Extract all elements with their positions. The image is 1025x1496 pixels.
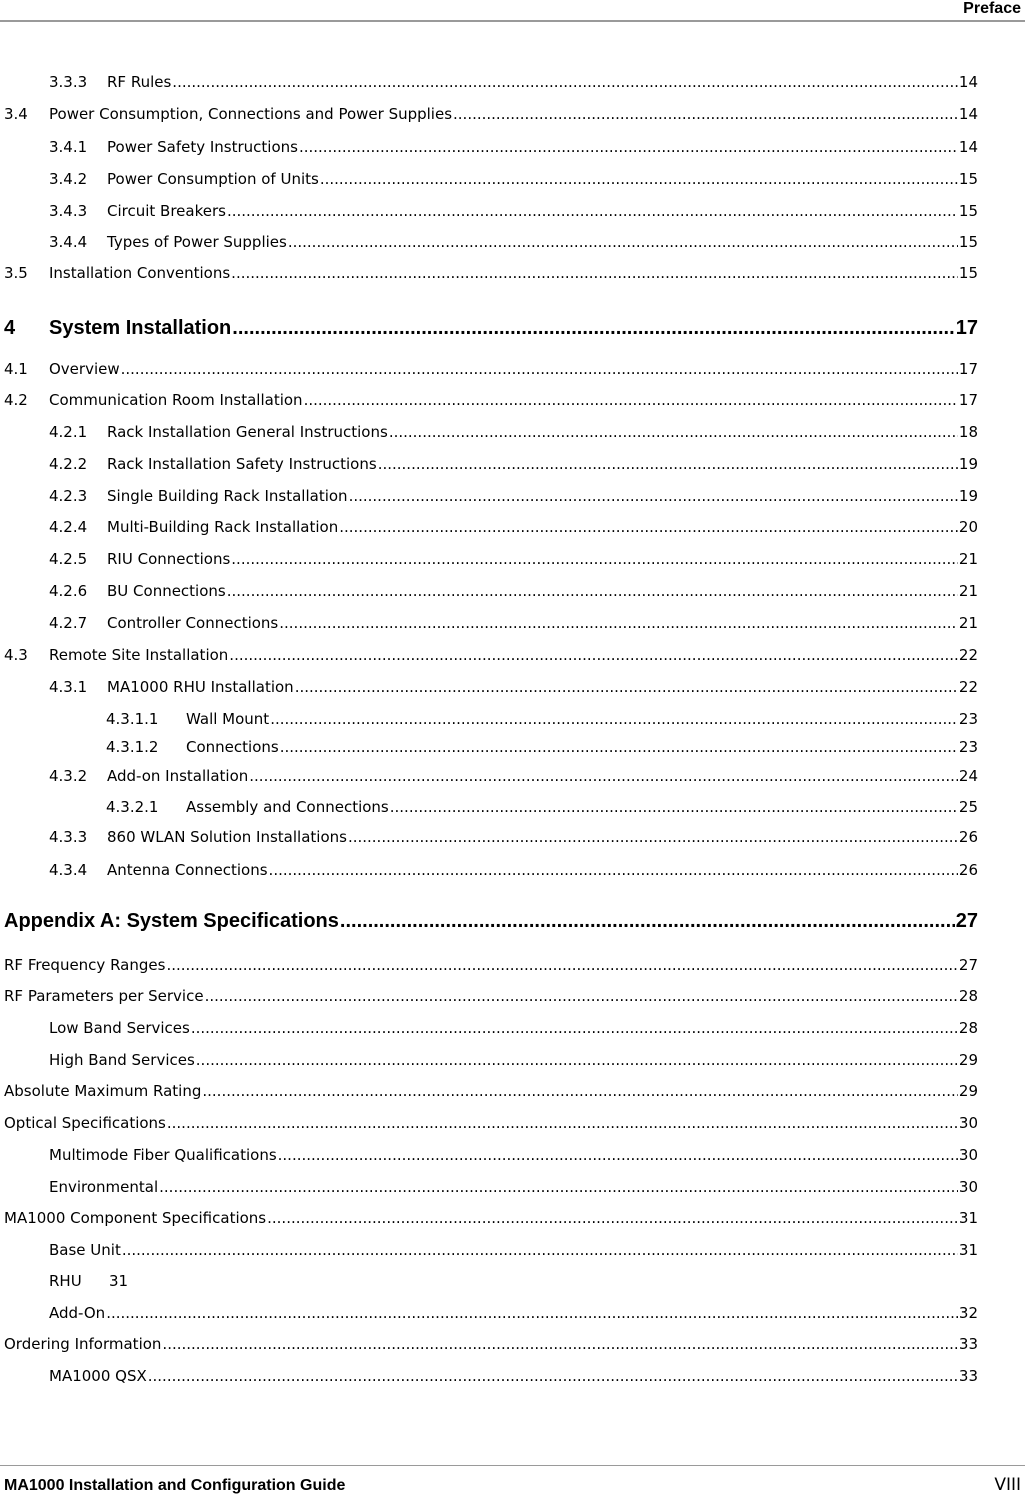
toc-dot-leader xyxy=(162,1335,957,1353)
toc-entry[interactable] xyxy=(49,73,978,91)
toc-entry-number: 4.2 xyxy=(4,391,28,409)
toc-entry[interactable] xyxy=(49,518,978,536)
toc-entry[interactable] xyxy=(4,317,978,340)
toc-entry-title: Power Safety Instructions xyxy=(107,138,298,156)
toc-entry-page: 21 xyxy=(958,550,978,568)
toc-entry[interactable] xyxy=(4,646,978,664)
toc-entry-title: Wall Mount xyxy=(186,710,270,728)
toc-entry-title: Assembly and Connections xyxy=(186,798,389,816)
toc-entry-number: 4.3.1.2 xyxy=(106,738,159,756)
toc-entry-page: 14 xyxy=(958,105,978,123)
toc-entry-number: 4.2.3 xyxy=(49,487,88,505)
toc-entry-page: 27 xyxy=(958,956,978,974)
toc-entry[interactable] xyxy=(49,455,978,473)
toc-entry-page: 23 xyxy=(958,710,978,728)
toc-entry-title: Installation Conventions xyxy=(49,264,231,282)
toc-entry-title: Ordering Information xyxy=(4,1335,162,1353)
toc-entry-page: 17 xyxy=(958,360,978,378)
toc-entry[interactable] xyxy=(4,360,978,378)
toc-dot-leader xyxy=(280,738,958,756)
toc-entry-page: 26 xyxy=(958,828,978,846)
toc-entry-page: 27 xyxy=(955,910,978,932)
toc-entry-number: 4.3.3 xyxy=(49,828,88,846)
toc-entry-page: 17 xyxy=(958,391,978,409)
toc-entry[interactable] xyxy=(49,1241,978,1259)
toc-entry[interactable] xyxy=(49,423,978,441)
toc-entry-page: 15 xyxy=(958,264,978,282)
header-section-title: Preface xyxy=(963,0,1021,17)
toc-entry-page: 33 xyxy=(958,1367,978,1385)
toc-entry-page: 30 xyxy=(958,1178,978,1196)
toc-entry-title: RF Parameters per Service xyxy=(4,987,204,1005)
toc-entry[interactable] xyxy=(4,1082,978,1100)
toc-dot-leader xyxy=(196,1051,958,1069)
toc-entry[interactable] xyxy=(106,738,978,756)
toc-entry-number: 4.2.6 xyxy=(49,582,88,600)
toc-entry[interactable] xyxy=(49,1178,978,1196)
toc-entry-title: MA1000 Component Specifications xyxy=(4,1209,267,1227)
toc-entry-number: 3.4.1 xyxy=(49,138,88,156)
toc-entry-number: 4.3 xyxy=(4,646,28,664)
toc-entry[interactable] xyxy=(4,910,978,933)
toc-dot-leader xyxy=(299,138,958,156)
toc-entry-title: RIU Connections xyxy=(107,550,231,568)
toc-dot-leader xyxy=(378,455,958,473)
toc-entry[interactable] xyxy=(49,170,978,188)
toc-entry[interactable] xyxy=(4,1114,978,1132)
toc-entry-page: 30 xyxy=(958,1146,978,1164)
toc-entry-number: 4.3.1.1 xyxy=(106,710,159,728)
toc-entry[interactable] xyxy=(49,582,978,600)
toc-entry-title: System Installation xyxy=(49,317,232,339)
toc-entry-page: 18 xyxy=(958,423,978,441)
toc-entry-title: RF Rules xyxy=(107,73,172,91)
toc-entry-title: RHU xyxy=(49,1272,82,1290)
toc-entry[interactable] xyxy=(49,1019,978,1037)
toc-entry-page: 15 xyxy=(958,233,978,251)
toc-entry-title: Absolute Maximum Rating xyxy=(4,1082,202,1100)
toc-entry[interactable] xyxy=(49,233,978,251)
toc-dot-leader xyxy=(205,987,958,1005)
toc-dot-leader xyxy=(279,614,958,632)
toc-entry-page: 32 xyxy=(958,1304,978,1322)
toc-dot-leader xyxy=(172,73,958,91)
toc-entry-page: 28 xyxy=(958,1019,978,1037)
toc-entry-title: Power Consumption, Connections and Power Supplies xyxy=(49,105,453,123)
toc-entry-number: 4.3.2 xyxy=(49,767,88,785)
toc-entry-title: BU Connections xyxy=(107,582,226,600)
toc-entry-number: 4.2.7 xyxy=(49,614,88,632)
toc-entry[interactable] xyxy=(49,1146,978,1164)
toc-entry-title: Optical Specifications xyxy=(4,1114,166,1132)
toc-entry-title: 860 WLAN Solution Installations xyxy=(107,828,347,846)
toc-dot-leader xyxy=(229,646,958,664)
toc-entry-page: 21 xyxy=(958,614,978,632)
toc-entry-page: 26 xyxy=(958,861,978,879)
toc-entry-title: Multi-Building Rack Installation xyxy=(107,518,339,536)
toc-dot-leader xyxy=(278,1146,958,1164)
toc-dot-leader xyxy=(348,828,958,846)
toc-entry-page: 30 xyxy=(958,1114,978,1132)
header-divider xyxy=(0,20,1025,22)
toc-dot-leader xyxy=(167,1114,958,1132)
toc-entry-title: Remote Site Installation xyxy=(49,646,229,664)
toc-entry-number: 3.4.3 xyxy=(49,202,88,220)
toc-entry[interactable] xyxy=(4,105,978,123)
toc-entry-number: 3.5 xyxy=(4,264,28,282)
toc-entry-number: 3.4.4 xyxy=(49,233,88,251)
toc-entry-title: Communication Room Installation xyxy=(49,391,303,409)
footer-divider xyxy=(0,1465,1025,1466)
toc-entry[interactable] xyxy=(49,767,978,785)
toc-dot-leader xyxy=(270,710,958,728)
toc-entry-page: 28 xyxy=(958,987,978,1005)
toc-dot-leader xyxy=(148,1367,958,1385)
toc-entry-page: 17 xyxy=(955,317,978,339)
toc-dot-leader xyxy=(267,1209,958,1227)
toc-entry[interactable] xyxy=(49,828,978,846)
toc-entry-number: 4.2.5 xyxy=(49,550,88,568)
toc-entry-title: Connections xyxy=(186,738,279,756)
toc-entry[interactable] xyxy=(4,264,978,282)
toc-entry-page: 33 xyxy=(958,1335,978,1353)
toc-entry-title: Add-On xyxy=(49,1304,106,1322)
toc-dot-leader xyxy=(249,767,958,785)
toc-dot-leader xyxy=(389,423,958,441)
toc-entry-page: 29 xyxy=(958,1082,978,1100)
toc-dot-leader xyxy=(159,1178,958,1196)
toc-entry-title: MA1000 QSX xyxy=(49,1367,147,1385)
toc-dot-leader xyxy=(320,170,958,188)
toc-entry-page: 22 xyxy=(958,646,978,664)
toc-dot-leader xyxy=(288,233,958,251)
toc-entry-title: RF Frequency Ranges xyxy=(4,956,166,974)
toc-entry-title: Overview xyxy=(49,360,120,378)
toc-entry-title: Environmental xyxy=(49,1178,159,1196)
toc-entry[interactable] xyxy=(49,487,978,505)
toc-dot-leader xyxy=(121,360,958,378)
toc-entry-page: 14 xyxy=(958,73,978,91)
toc-dot-leader xyxy=(202,1082,958,1100)
toc-dot-leader xyxy=(122,1241,958,1259)
toc-entry-number: 4.3.4 xyxy=(49,861,88,879)
toc-entry[interactable] xyxy=(49,1051,978,1069)
toc-entry-page: 19 xyxy=(958,487,978,505)
toc-entry-title: Circuit Breakers xyxy=(107,202,226,220)
toc-entry-number: 4.3.2.1 xyxy=(106,798,159,816)
toc-entry-page: 22 xyxy=(958,678,978,696)
toc-entry-title: Controller Connections xyxy=(107,614,279,632)
toc-dot-leader xyxy=(269,861,958,879)
toc-entry[interactable] xyxy=(49,1304,978,1322)
toc-entry-title: Low Band Services xyxy=(49,1019,190,1037)
toc-entry-title: High Band Services xyxy=(49,1051,195,1069)
toc-entry-number: 4 xyxy=(4,317,16,339)
toc-entry-number: 4.2.1 xyxy=(49,423,88,441)
toc-dot-leader xyxy=(304,391,958,409)
toc-dot-leader xyxy=(227,202,958,220)
toc-entry[interactable] xyxy=(4,956,978,974)
toc-dot-leader xyxy=(227,582,958,600)
toc-entry-number: 4.2.2 xyxy=(49,455,88,473)
toc-dot-leader xyxy=(295,678,958,696)
toc-entry-title: Rack Installation General Instructions xyxy=(107,423,388,441)
toc-entry-title: Base Unit xyxy=(49,1241,121,1259)
toc-dot-leader xyxy=(232,317,954,340)
toc-dot-leader xyxy=(166,956,957,974)
toc-entry-page: 14 xyxy=(958,138,978,156)
toc-dot-leader xyxy=(390,798,958,816)
toc-entry[interactable] xyxy=(49,550,978,568)
toc-dot-leader xyxy=(349,487,958,505)
toc-entry-number: 4.2.4 xyxy=(49,518,88,536)
toc-entry[interactable] xyxy=(4,1209,978,1227)
toc-entry-page: 15 xyxy=(958,170,978,188)
toc-entry-title: Multimode Fiber Qualifications xyxy=(49,1146,277,1164)
toc-entry[interactable] xyxy=(4,987,978,1005)
toc-entry-page: 29 xyxy=(958,1051,978,1069)
toc-entry[interactable] xyxy=(49,138,978,156)
toc-entry[interactable] xyxy=(106,798,978,816)
toc-entry-title: MA1000 RHU Installation xyxy=(107,678,294,696)
toc-entry-title: Antenna Connections xyxy=(107,861,268,879)
toc-dot-leader xyxy=(453,105,958,123)
toc-entry-page: 20 xyxy=(958,518,978,536)
toc-dot-leader xyxy=(106,1304,958,1322)
toc-dot-leader xyxy=(191,1019,958,1037)
toc-entry-number: 3.4 xyxy=(4,105,28,123)
toc-entry-title: Appendix A: System Specifications xyxy=(4,910,339,932)
toc-dot-leader xyxy=(231,264,958,282)
toc-entry-page: 19 xyxy=(958,455,978,473)
footer-page-number: VIII xyxy=(994,1475,1021,1495)
toc-entry-title: Add-on Installation xyxy=(107,767,249,785)
toc-entry-title: Types of Power Supplies xyxy=(107,233,287,251)
toc-entry[interactable] xyxy=(49,861,978,879)
toc-entry-title: Power Consumption of Units xyxy=(107,170,319,188)
toc-entry-page: 31 xyxy=(958,1241,978,1259)
toc-entry-number: 3.4.2 xyxy=(49,170,88,188)
toc-entry[interactable] xyxy=(49,202,978,220)
toc-entry-page: 31 xyxy=(958,1209,978,1227)
toc-entry[interactable] xyxy=(106,710,978,728)
toc-dot-leader xyxy=(231,550,958,568)
toc-entry[interactable] xyxy=(49,678,978,696)
footer-doc-title: MA1000 Installation and Configuration Guide xyxy=(4,1477,346,1494)
toc-entry-page: 23 xyxy=(958,738,978,756)
toc-entry-number: 4.3.1 xyxy=(49,678,88,696)
toc-entry-page: 15 xyxy=(958,202,978,220)
toc-entry[interactable] xyxy=(49,614,978,632)
toc-entry-page: 25 xyxy=(958,798,978,816)
toc-entry-page: 24 xyxy=(958,767,978,785)
toc-entry-number: 3.3.3 xyxy=(49,73,88,91)
toc-entry-title: Rack Installation Safety Instructions xyxy=(107,455,377,473)
toc-dot-leader xyxy=(340,910,955,933)
toc-dot-leader xyxy=(339,518,958,536)
toc-entry-number: 4.1 xyxy=(4,360,28,378)
toc-entry[interactable] xyxy=(49,1272,978,1290)
toc-entry-page: 21 xyxy=(958,582,978,600)
toc-entry[interactable] xyxy=(4,1335,978,1353)
toc-entry-page: 31 xyxy=(109,1272,129,1290)
toc-entry[interactable] xyxy=(49,1367,978,1385)
toc-entry-title: Single Building Rack Installation xyxy=(107,487,348,505)
toc-entry[interactable] xyxy=(4,391,978,409)
